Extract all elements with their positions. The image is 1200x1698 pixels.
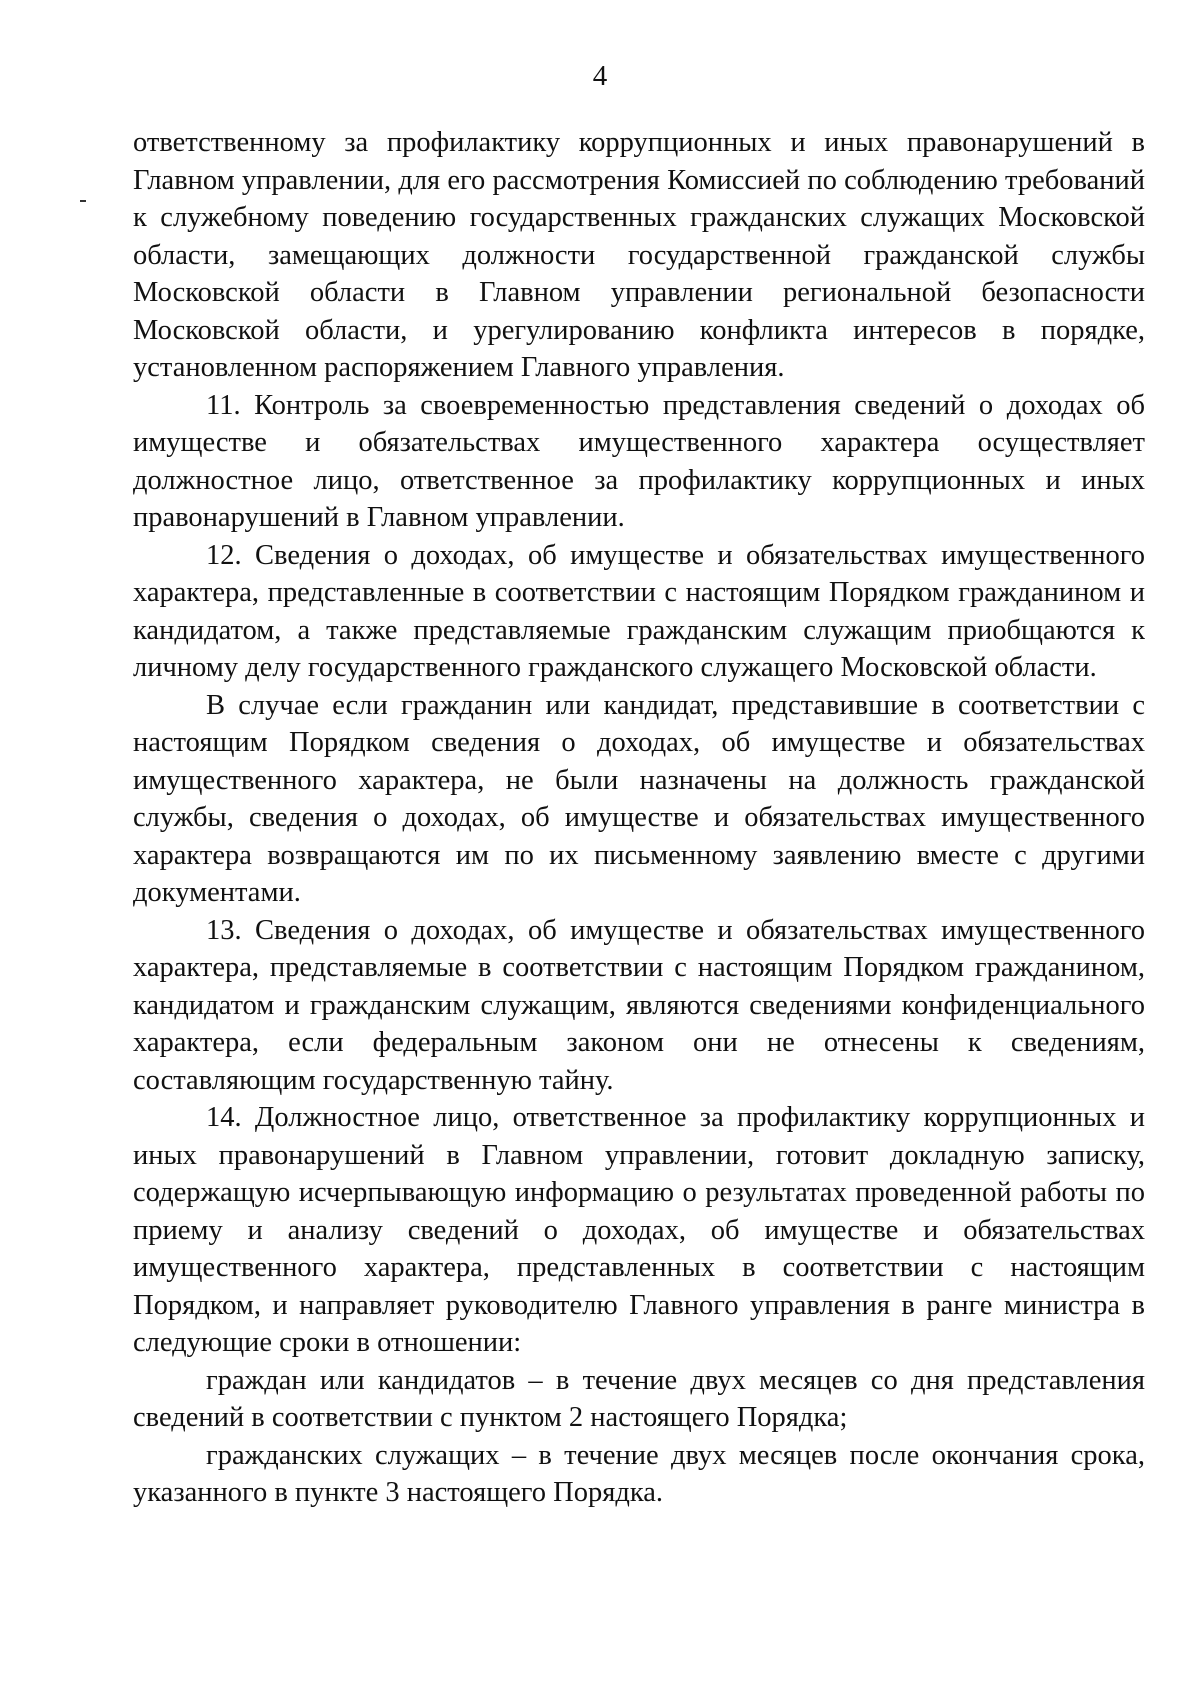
paragraph-item-13: 13. Сведения о доходах, об имуществе и обязательствах имущественного характера, представляемые в соответствии с настоящим Порядком гражданином, кандидатом и гражданским служащим, являются сведениями конфиденциального характера, если федеральным законом они не отнесены к сведениям, составляющим государственную тайну. [133,914,1145,1096]
paragraph-item-11: 11. Контроль за своевременностью представления сведений о доходах об имуществе и обязательствах имущественного характера осуществляет должностное лицо, ответственное за профилактику коррупционных и иных правонарушений в Главном управлении. [133,389,1145,533]
paragraph-continuation: ответственному за профилактику коррупционных и иных правонарушений в Главном управлении, для его рассмотрения Комиссией по соблюдению требований к служебному поведению государственных гражданских служащих Московской области, замещающих должности государственной гражданской службы Московской области в Главном управлении региональной безопасности Московской области, и урегулированию конфликта интересов в порядке, установленном распоряжением Главного управления. [133,127,1145,383]
paragraph-item-12-case: В случае если гражданин или кандидат, представившие в соответствии с настоящим Порядком сведения о доходах, об имуществе и обязательствах имущественного характера, не были назначены на должность гражданской службы, сведения о доходах, об имуществе и обязательствах имущественного характера возвращаются им по их письменному заявлению вместе с другими документами. [133,689,1145,908]
scan-mark [80,200,86,202]
document-body [133,124,1145,1512]
paragraph-item-12: 12. Сведения о доходах, об имуществе и обязательствах имущественного характера, представленные в соответствии с настоящим Порядком гражданином и кандидатом, а также представляемые гражданским служащим приобщаются к личному делу государственного гражданского служащего Московской области. [133,539,1145,683]
paragraph-item-14: 14. Должностное лицо, ответственное за профилактику коррупционных и иных правонарушений в Главном управлении, готовит докладную записку, содержащую исчерпывающую информацию о результатах проведенной работы по приему и анализу сведений о доходах, об имуществе и обязательствах имущественного характера, представленных в соответствии с настоящим Порядком, и направляет руководителю Главного управления в ранге министра в следующие сроки в отношении: [133,1102,1145,1358]
paragraph-item-14-citizens: граждан или кандидатов – в течение двух месяцев со дня представления сведений в соответствии с пунктом 2 настоящего Порядка; [133,1364,1145,1433]
page-number: 4 [592,60,608,92]
paragraph-item-14-servants: гражданских служащих – в течение двух месяцев после окончания срока, указанного в пункте 3 настоящего Порядка. [133,1439,1145,1508]
